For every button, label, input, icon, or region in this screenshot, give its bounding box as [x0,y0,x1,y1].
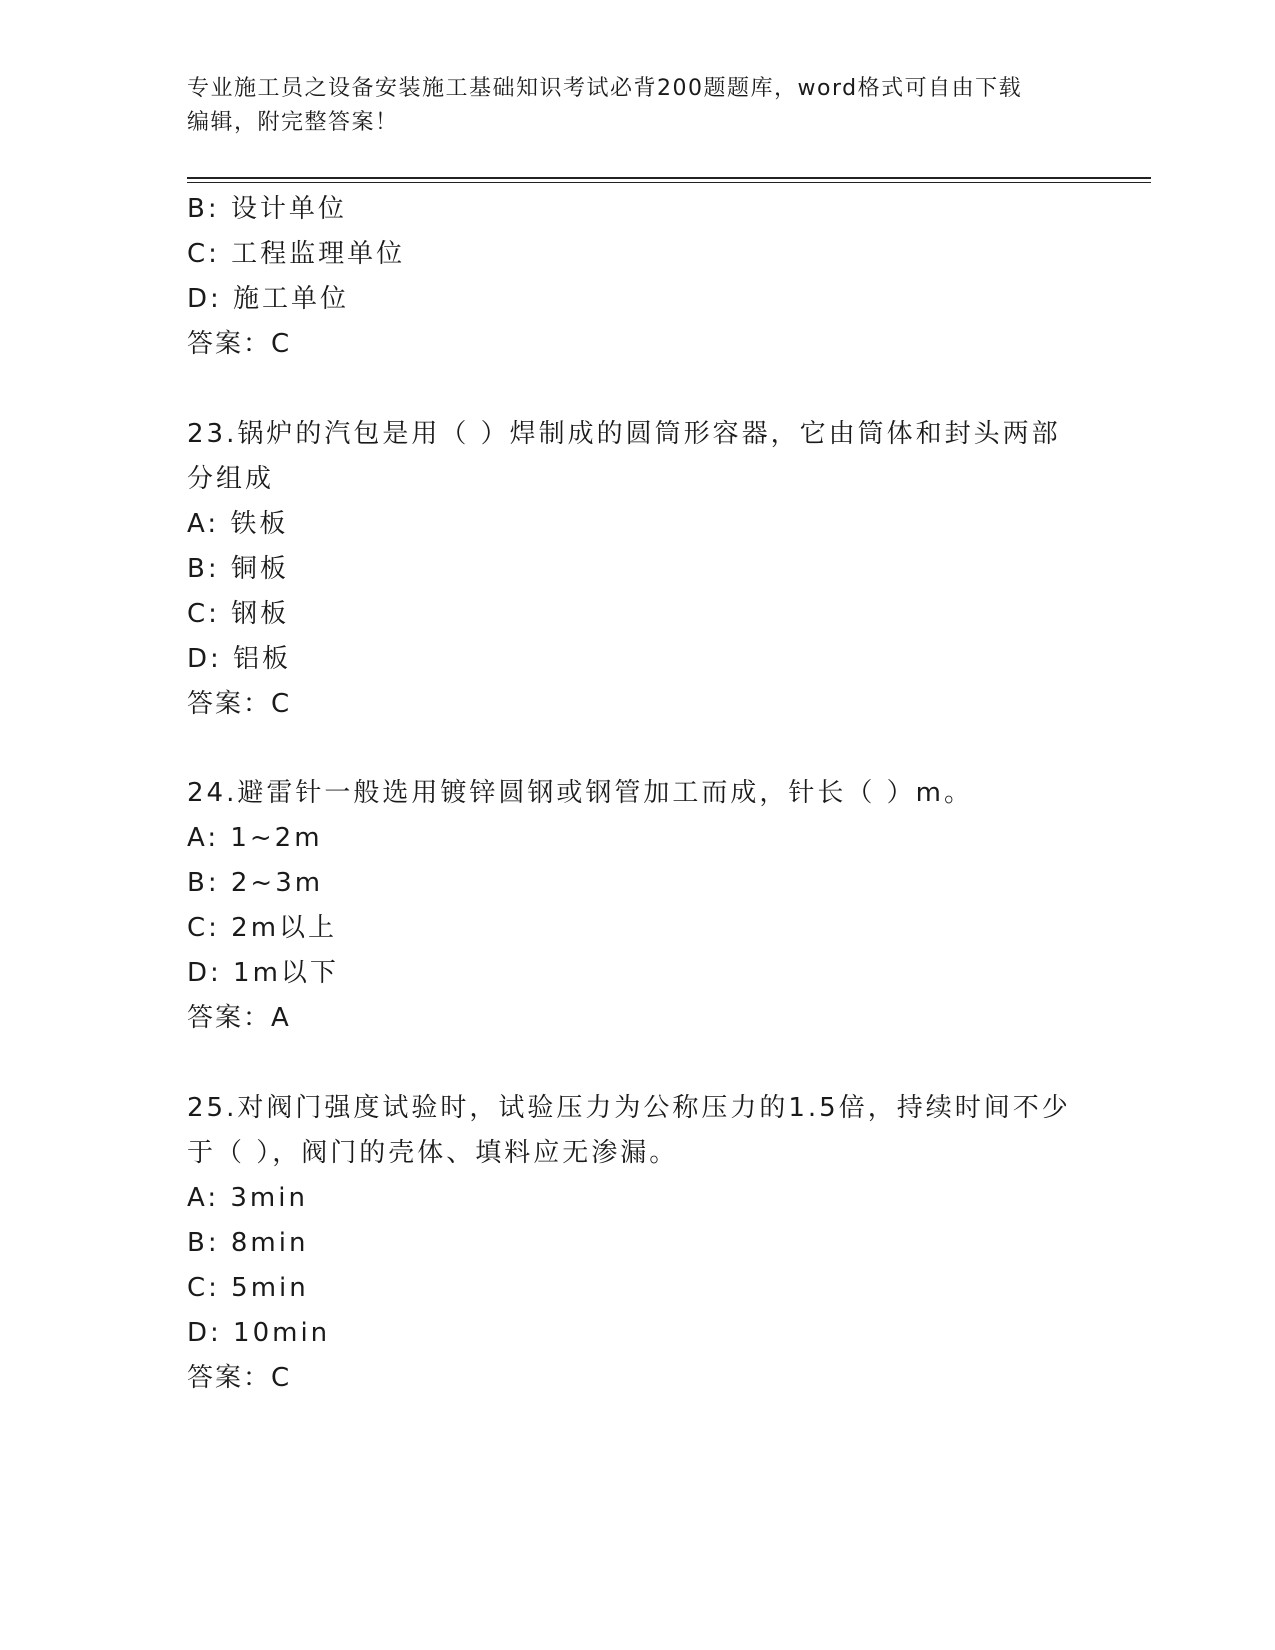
q24-option-c: C: 2m以上 [187,913,338,943]
q25-answer: 答案：C [187,1363,292,1393]
q25-option-a: A: 3min [187,1183,308,1213]
header-title-line-1: 专业施工员之设备安装施工基础知识考试必背200题题库，word格式可自由下载 [187,76,1023,101]
q22-option-c: C: 工程监理单位 [187,239,406,269]
q23-answer: 答案：C [187,689,292,719]
q24-option-a: A: 1~2m [187,823,323,853]
header-title-line-2: 编辑，附完整答案！ [187,110,399,135]
q23-stem-line-1: 23.锅炉的汽包是用（ ）焊制成的圆筒形容器，它由筒体和封头两部 [187,419,1061,449]
q22-answer: 答案：C [187,329,292,359]
q25-stem-line-1: 25.对阀门强度试验时，试验压力为公称压力的1.5倍，持续时间不少 [187,1093,1071,1123]
q24-option-b: B: 2~3m [187,868,324,898]
q24-stem-line-1: 24.避雷针一般选用镀锌圆钢或钢管加工而成，针长（ ）m。 [187,778,973,808]
q23-stem-line-2: 分组成 [187,464,275,494]
q24-option-d: D: 1m以下 [187,958,339,988]
q23-option-b: B: 铜板 [187,554,289,584]
document-header [187,72,1067,140]
q25-option-c: C: 5min [187,1273,309,1303]
q24-answer: 答案：A [187,1003,291,1033]
q23-option-d: D: 铝板 [187,644,292,674]
header-rule-thick [187,177,1151,179]
q23-option-a: A: 铁板 [187,509,289,539]
q22-option-b: B: 设计单位 [187,194,347,224]
q25-option-d: D: 10min [187,1318,331,1348]
header-rule-thin [187,182,1151,183]
q25-stem-line-2: 于（ ），阀门的壳体、填料应无渗漏。 [187,1138,679,1168]
q25-option-b: B: 8min [187,1228,309,1258]
q23-option-c: C: 钢板 [187,599,290,629]
q22-option-d: D: 施工单位 [187,284,350,314]
